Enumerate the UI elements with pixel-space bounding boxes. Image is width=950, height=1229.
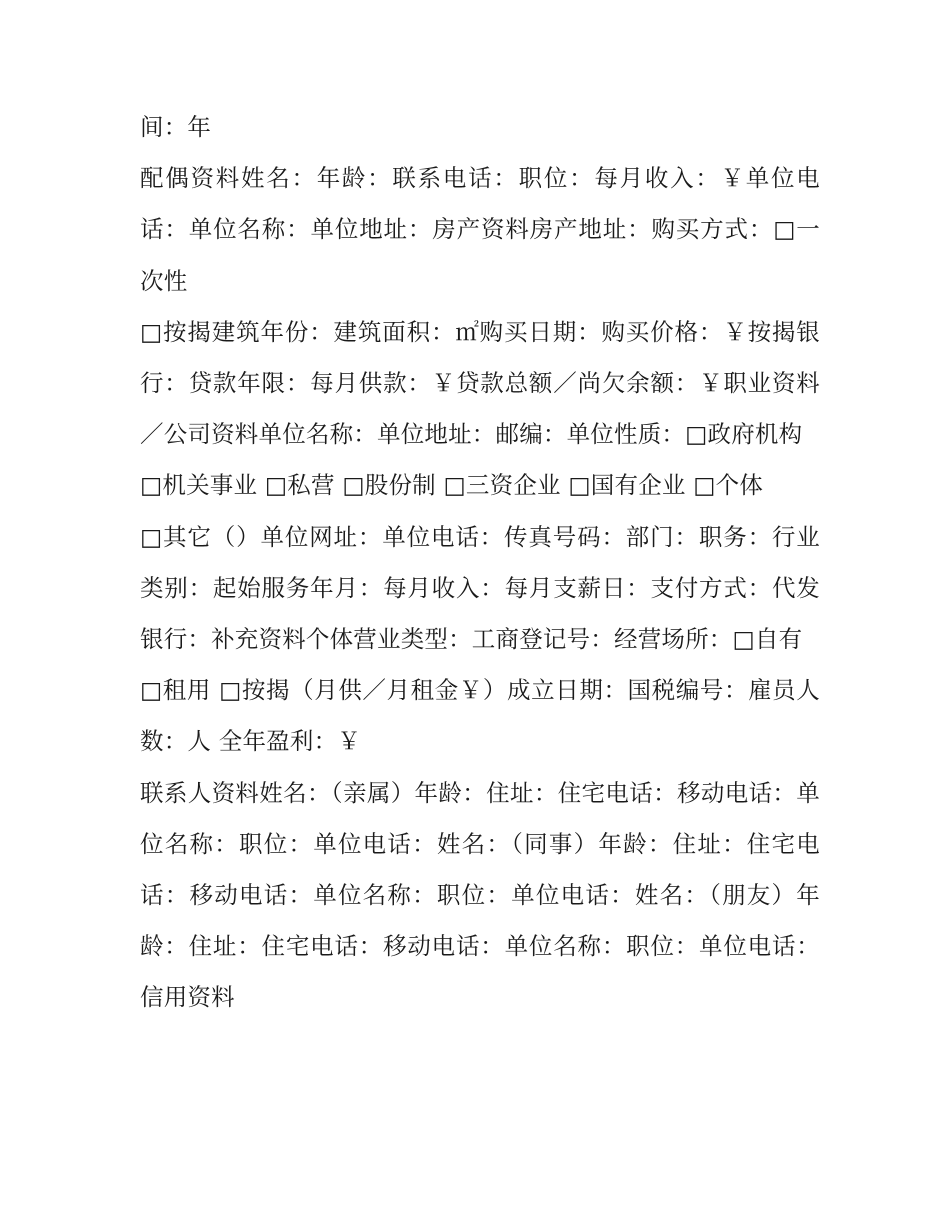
paragraph-unit-type-options: □机关事业 □私营 □股份制 □三资企业 □国有企业 □个体 — [140, 471, 764, 500]
paragraph-time-years: 间：年 — [140, 113, 212, 141]
paragraph-contacts-credit: 联系人资料姓名：（亲属）年龄：住址：住宅电话：移动电话：单位名称：职位：单位电话：姓名：（同事）年龄：住址：住宅电话：移动电话：单位名称：职位：单位电话：姓名：（朋友）年龄：住址：住宅电话：移动电话：单位名称：职位：单位电话：信用资料 — [140, 778, 820, 1012]
paragraph-rent-mortgage-details: □租用 □按揭（月供／月租金￥）成立日期：国税编号：雇员人数：人 全年盈利：￥ — [140, 676, 820, 756]
paragraph-other-unit-details: □其它（）单位网址：单位电话：传真号码：部门：职务：行业类别：起始服务年月：每月收入：每月支薪日：支付方式：代发银行：补充资料个体营业类型：工商登记号：经营场所：□自有 — [140, 522, 820, 654]
paragraph-spouse-property: 配偶资料姓名：年龄：联系电话：职位：每月收入：￥单位电话：单位名称：单位地址：房产资料房产地址：购买方式：□一次性 — [140, 164, 820, 295]
document-body — [140, 102, 820, 1024]
paragraph-mortgage-employment: □按揭建筑年份：建筑面积：㎡购买日期：购买价格：￥按揭银行：贷款年限：每月供款：￥贷款总额／尚欠余额：￥职业资料／公司资料单位名称：单位地址：邮编：单位性质：□政府机构 — [140, 317, 820, 449]
